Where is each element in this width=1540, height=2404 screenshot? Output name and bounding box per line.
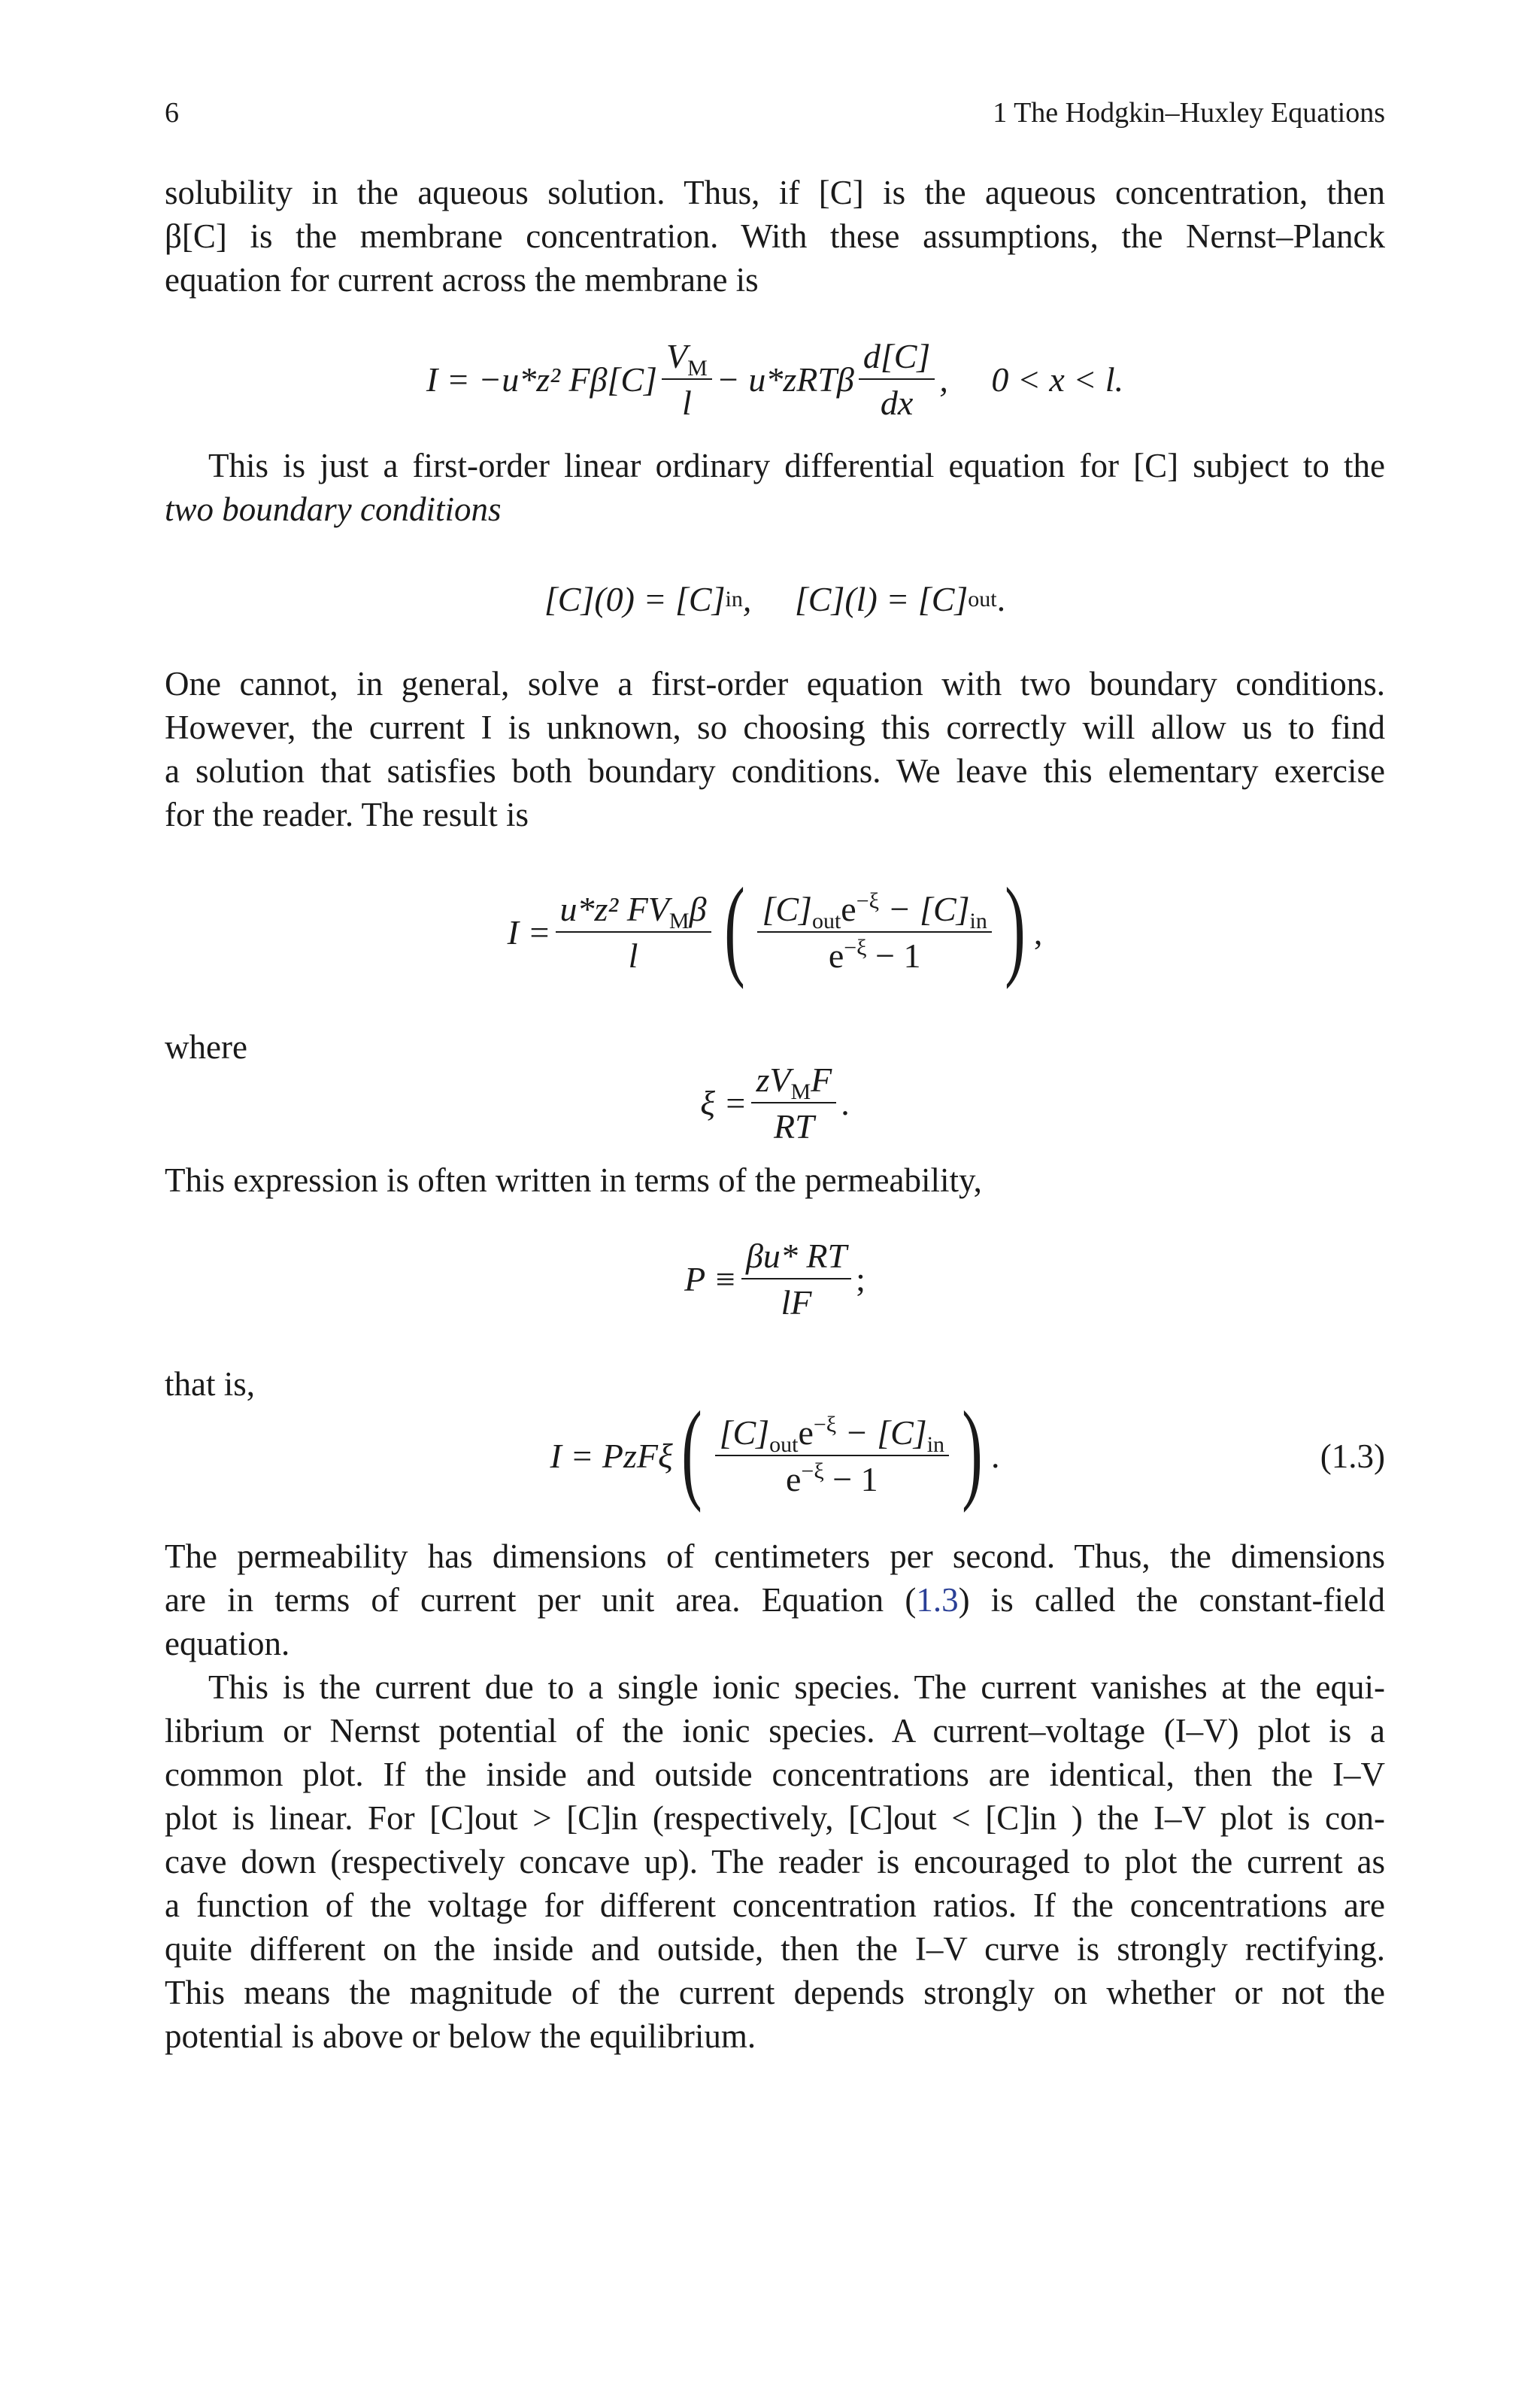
paragraph-line: for the reader. The result is <box>165 796 529 833</box>
paragraph-line: are in terms of current per unit area. Equation (1.3) is called the constant-field <box>165 1581 1386 1619</box>
eq-term: , [C](l) = [C] <box>742 580 969 618</box>
paragraph-line: cave down (respectively concave up). The reader is encouraged to plot the current as <box>165 1843 1385 1880</box>
running-header <box>165 92 1385 134</box>
equation-nernst-planck <box>165 331 1385 429</box>
equation-boundary-conditions: [C](0) = [C] in , [C](l) = [C] out . <box>544 580 1006 618</box>
eq-lhs: I = −u*z² Fβ[C] <box>426 360 657 399</box>
eq-subscript: in <box>969 909 987 934</box>
equation-reference-link[interactable]: 1.3 <box>916 1581 959 1619</box>
eq-end: . <box>990 1437 1000 1475</box>
paragraph-3 <box>165 662 1385 836</box>
paragraph-line: librium or Nernst potential of the ionic species. A current–voltage (I–V) plot is a <box>165 1712 1385 1750</box>
eq-term: e <box>828 936 844 975</box>
eq-end: ; <box>856 1260 865 1298</box>
eq-term: β <box>689 890 707 928</box>
paragraph-line: This expression is often written in terms of the permeability, <box>165 1161 982 1199</box>
equation-xi <box>165 1055 1385 1152</box>
eq-middle: − u*zRTβ <box>716 360 854 399</box>
fraction-prefactor <box>556 892 711 973</box>
eq-subscript: M <box>790 1079 811 1105</box>
eq-term: − 1 <box>823 1460 878 1498</box>
equation-number: (1.3) <box>1320 1437 1385 1475</box>
eq-superscript: −ξ <box>801 1458 824 1484</box>
eq-lhs: P ≡ <box>684 1260 737 1298</box>
paragraph-line: solubility in the aqueous solution. Thus, if [C] is the aqueous concentration, then <box>165 174 1385 211</box>
eq-term: l <box>681 384 692 422</box>
thatis-label: that is, <box>165 1365 255 1403</box>
fraction-vm-over-l <box>662 339 712 420</box>
eq-term: e <box>841 890 856 928</box>
paragraph-line: However, the current I is unknown, so choosing this correctly will allow us to find <box>165 709 1385 746</box>
eq-end: . <box>841 1084 850 1122</box>
eq-term: d[C] <box>859 339 935 380</box>
eq-superscript: −ξ <box>856 888 880 914</box>
eq-term: βu* RT <box>741 1239 851 1279</box>
paragraph-line: plot is linear. For [C]out > [C]in (respectively, [C]out < [C]in ) the I–V plot is con- <box>165 1799 1385 1837</box>
paragraph-1 <box>165 171 1385 302</box>
where-label: where <box>165 1028 247 1066</box>
fraction-concentration <box>715 1412 949 1498</box>
eq-end: , <box>1033 913 1043 952</box>
eq-lhs: ξ = <box>700 1084 747 1122</box>
eq-term: − [C] <box>836 1413 927 1452</box>
left-paren: ( <box>681 1389 702 1513</box>
paragraph-line: common plot. If the inside and outside concentrations are identical, then the I–V <box>165 1756 1385 1793</box>
equation-permeability <box>165 1231 1385 1328</box>
eq-lhs: I = <box>507 913 551 952</box>
paragraph-line: a solution that satisfies both boundary conditions. We leave this elementary exercise <box>165 752 1385 790</box>
eq-subscript: out <box>811 909 841 934</box>
paragraph-line: a function of the voltage for different concentration ratios. If the concentrations are <box>165 1886 1385 1924</box>
right-paren: ) <box>1005 865 1026 990</box>
eq-subscript: M <box>668 909 690 934</box>
right-paren: ) <box>962 1389 983 1513</box>
eq-term: zV <box>756 1061 791 1099</box>
fraction-concentration <box>757 888 991 975</box>
eq-subscript: M <box>687 356 708 381</box>
paragraph-line-text: two boundary conditions <box>165 490 502 528</box>
eq-term: u*z² FV <box>559 890 669 928</box>
eq-term: [C](0) = [C] <box>544 580 726 618</box>
paragraph-line: potential is above or below the equilibrium. <box>165 2017 756 2055</box>
eq-term: dx <box>880 384 914 422</box>
paragraph-4 <box>165 1158 1385 1202</box>
eq-term: [C] <box>719 1413 770 1452</box>
equation-constant-field <box>165 1389 1385 1516</box>
eq-end: . <box>996 580 1006 618</box>
paragraph-line: equation for current across the membrane is <box>165 261 759 299</box>
eq-term: − [C] <box>879 890 970 928</box>
paragraph-line: One cannot, in general, solve a first-order equation with two boundary conditions. <box>165 665 1385 703</box>
paragraph-line: The permeability has dimensions of centimeters per second. Thus, the dimensions <box>165 1537 1385 1575</box>
paragraph-line <box>165 487 1385 531</box>
equation-result <box>165 865 1385 993</box>
left-paren: ( <box>723 865 745 990</box>
eq-term: − 1 <box>866 936 921 975</box>
eq-subscript: in <box>926 1432 945 1458</box>
fraction-dc-dx <box>859 339 935 420</box>
chapter-title: 1 The Hodgkin–Huxley Equations <box>993 97 1385 129</box>
paragraph-2 <box>165 444 1385 531</box>
eq-term: e <box>798 1413 814 1452</box>
eq-term: V <box>665 337 688 375</box>
paragraph-line: This is just a first-order linear ordinary differential equation for [C] subject to the <box>208 447 1385 484</box>
eq-superscript: −ξ <box>844 935 867 961</box>
page-number: 6 <box>165 97 179 129</box>
eq-term: RT <box>774 1107 814 1146</box>
eq-tail: , 0 < x < l. <box>939 360 1124 399</box>
paragraph-line: This means the magnitude of the current depends strongly on whether or not the <box>165 1974 1385 2011</box>
paragraph-line: equation. <box>165 1625 290 1662</box>
paragraph-line: β[C] is the membrane concentration. With these assumptions, the Nernst–Planck <box>165 217 1385 255</box>
paragraph-line: This is the current due to a single ionic species. The current vanishes at the equi- <box>208 1668 1385 1706</box>
eq-lhs: I = PzFξ <box>550 1437 673 1475</box>
eq-term: e <box>785 1460 802 1498</box>
eq-term: F <box>811 1061 832 1099</box>
fraction-permeability <box>741 1239 851 1320</box>
fraction-xi <box>751 1063 836 1144</box>
eq-term: l <box>628 936 638 975</box>
paragraph-6 <box>165 1665 1385 2058</box>
book-page <box>165 0 1385 2404</box>
paragraph-line: quite different on the inside and outside, then the I–V curve is strongly rectifying. <box>165 1930 1385 1968</box>
paragraph-5 <box>165 1534 1385 1665</box>
eq-term: [C] <box>762 890 812 928</box>
eq-term: lF <box>781 1283 812 1322</box>
eq-subscript: out <box>769 1432 799 1458</box>
eq-superscript: −ξ <box>813 1412 837 1437</box>
